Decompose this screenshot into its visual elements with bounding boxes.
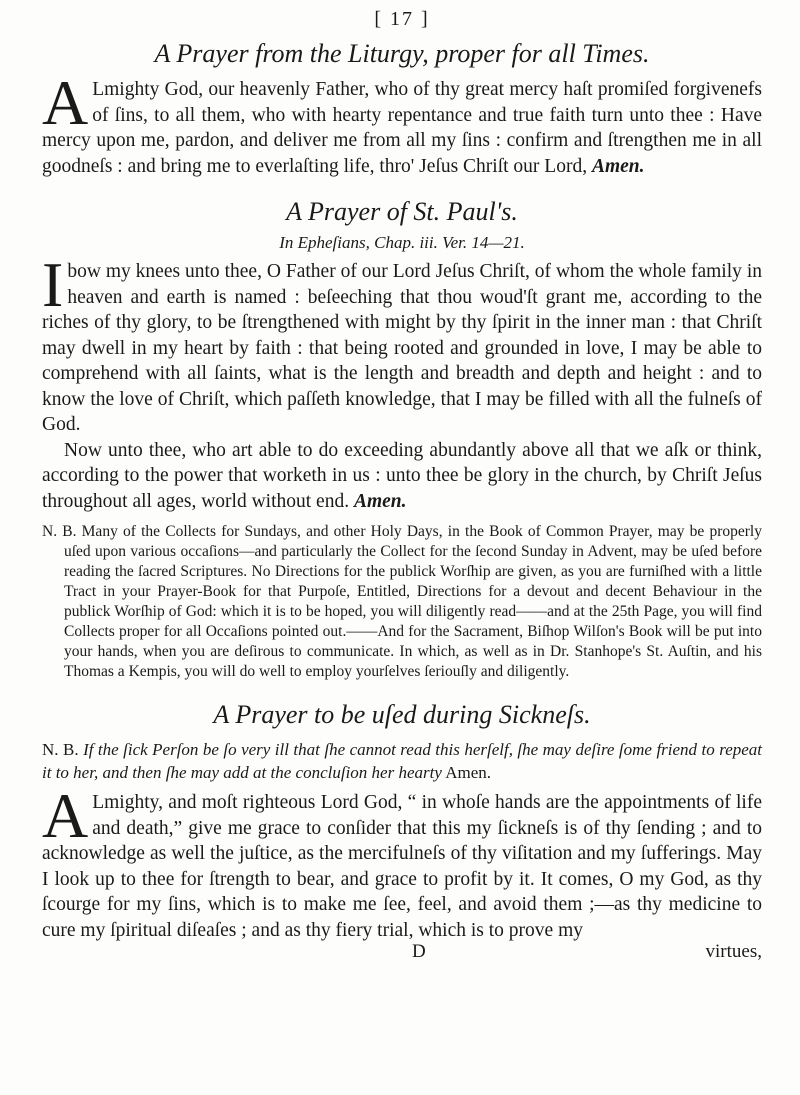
nb-note: N. B. Many of the Collects for Sundays, and other Holy Days, in the Book of Common Prayer, may be properly uſed upon various occaſions—and particularly the Collect for the ſecond Sunday in Advent, may be uſed before reading the ſacred Scriptures. No Directions for the publick Worſhip are given, as you are furniſhed with a little Tract in your Prayer-Book for that Purpoſe, Entitled, Directions for a devout and decent Behaviour in the publick Worſhip of God: which it is to be hoped, you will diligently read——and at the 25th Page, you will find Collects proper for all Occaſions pointed out.——And for the Sacrament, Biſhop Wilſon's Book will be put into your hands, when you are deſirous to communicate. In which, as well as in Dr. Stanhope's St. Auſtin, and his Thomas a Kempis, you will do well to employ yourſelves ſeriouſly and diligently. xyxy=(42,523,762,680)
page-number: [ 17 ] xyxy=(374,8,430,30)
section3-dropcap: A xyxy=(42,780,89,851)
section3-note-prefix: N. B. xyxy=(42,740,79,759)
section1-dropcap: A xyxy=(42,67,89,138)
section3-note-end: Amen. xyxy=(445,763,492,782)
section2-subtitle: In Epheſians, Chap. iii. Ver. 14—21. xyxy=(279,233,525,252)
catchword: virtues, xyxy=(705,941,762,962)
section2-amen: Amen. xyxy=(353,490,407,512)
section2-title: A Prayer of St. Paul's. xyxy=(286,197,518,226)
section3-text: Lmighty, and moſt righteous Lord God, “ in whoſe hands are the appointments of life and death,” give me grace to conſider that this my ſickneſs is of thy ſending ; and to acknowledge as well the juſtice, as the mercifulneſs of thy viſitation and my ſufferings. May I look up to thee for ſtrength to bear, and grace to profit by it. It comes, O my God, as thy ſcourge for my ſins, which is to make me ſee, feel, and avoid them ;—as thy medicine to cure my ſpiritual diſeaſes ; and as thy fiery trial, which is to prove my xyxy=(42,792,762,941)
signature-mark: D xyxy=(412,941,426,962)
section1-amen: Amen. xyxy=(591,155,645,177)
section3-prayer xyxy=(42,780,762,943)
section3-note xyxy=(42,738,762,784)
page-footer xyxy=(42,941,762,963)
section2-paragraph-2 xyxy=(42,438,762,515)
section3-title: A Prayer to be uſed during Sickneſs. xyxy=(213,700,591,729)
section2-para2-text: Now unto thee, who art able to do exceeding abundantly above all that we aſk or think, according to the power that worketh in us : unto thee be glory in the church, by Chriſt Jeſus throughout all ages, world without end. xyxy=(42,439,762,512)
section1-title: A Prayer from the Liturgy, proper for all Times. xyxy=(154,39,650,68)
section2-paragraph-1 xyxy=(42,249,762,438)
section1-prayer xyxy=(42,67,762,179)
section1-text: Lmighty God, our heavenly Father, who of thy great mercy haſt promiſed forgivenefs of ſins, to all them, who with hearty repentance and true faith turn unto thee : Have mercy upon me, pardon, and deliver me from all my ſins : confirm and ſtrengthen me in all goodneſs : and bring me to everlaſting life, thro' Jeſus Chriſt our Lord, xyxy=(42,79,762,177)
section2-dropcap: I xyxy=(42,249,64,320)
section2-para1-text: bow my knees unto thee, O Father of our Lord Jeſus Chriſt, of whom the whole family in heaven and earth is named : beſeeching that thou woud'ſt grant me, according to the riches of thy glory, to be ſtrengthened with might by thy ſpirit in the inner man : that Chriſt may dwell in my heart by faith : that being rooted and grounded in love, I may be able to comprehend with all ſaints, what is the length and breadth and depth and height : and to know the love of Chriſt, which paſſeth knowledge, that I may be filled with all the fulneſs of God. xyxy=(42,261,762,435)
section3-note-text: If the ſick Perſon be ſo very ill that ſhe cannot read this herſelf, ſhe may deſire ſome friend to repeat it to her, and then ſhe may add at the concluſion her hearty xyxy=(42,740,763,782)
